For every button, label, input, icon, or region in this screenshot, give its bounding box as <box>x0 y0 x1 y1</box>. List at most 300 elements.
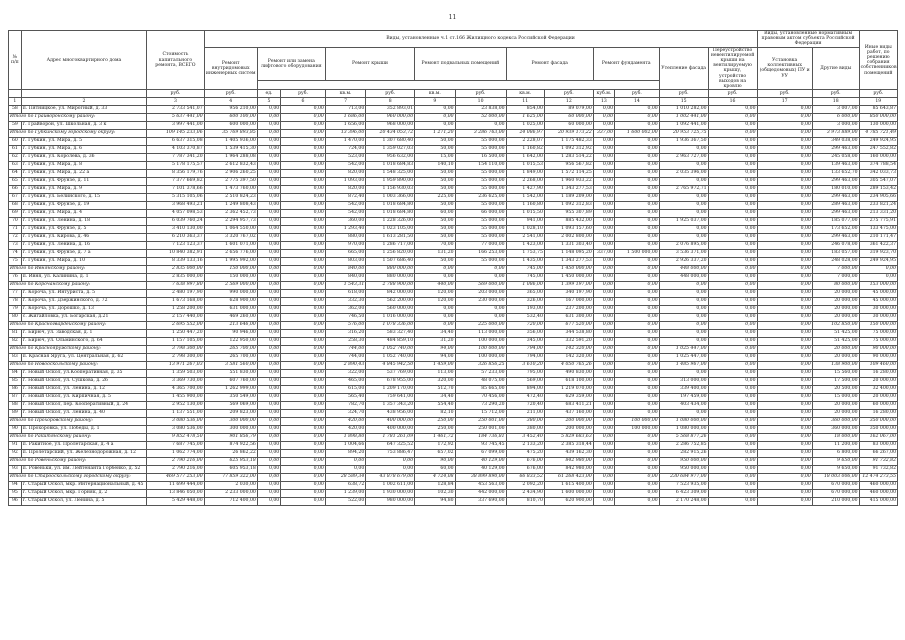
value-cell: 0,00 <box>593 386 614 394</box>
subtotal-row <box>9 322 898 330</box>
value-cell: 342 033,73 <box>859 170 897 178</box>
value-cell: 1 080 000,00 <box>659 426 708 434</box>
value-cell: 0,00 <box>593 258 614 266</box>
value-cell: 0,00 <box>708 394 757 402</box>
value-cell: 30 000,00 <box>859 314 897 322</box>
value-cell: 0,00 <box>593 114 614 122</box>
value-cell: 225 000,00 <box>455 322 506 330</box>
value-cell: 0,00 <box>757 146 812 154</box>
value-cell: 0,00 <box>615 330 660 338</box>
value-cell: 0,00 <box>455 266 506 274</box>
colnum-cell: 6 <box>281 98 326 106</box>
value-cell: 1 405 936,00 <box>204 138 257 146</box>
value-cell: 0,00 <box>593 442 614 450</box>
value-cell: 2 906 260,25 <box>204 170 257 178</box>
value-cell: 360,00 <box>325 218 365 226</box>
value-cell: 0,00 <box>659 234 708 242</box>
value-cell: 569 000,00 <box>455 282 506 290</box>
value-cell: 0,00 <box>757 290 812 298</box>
value-cell: 300 000,00 <box>204 426 257 434</box>
value-cell: 0,00 <box>708 490 757 498</box>
table-row <box>9 250 898 258</box>
value-cell: 350 549,00 <box>204 394 257 402</box>
unit-cell: руб. <box>204 90 257 98</box>
value-cell: 0,00 <box>257 178 280 186</box>
value-cell: 0,00 <box>593 450 614 458</box>
address-cell: п. Ракитное, ул. Пролетарская, д. 4 а <box>21 442 146 450</box>
value-cell: 0,00 <box>659 226 708 234</box>
address-cell: г. Губкин, ул. Кирова, д. 46 <box>21 234 146 242</box>
value-cell: 0,00 <box>257 266 280 274</box>
value-cell: 0,00 <box>708 434 757 442</box>
value-cell: 0,00 <box>281 218 326 226</box>
value-cell: 299 463,00 <box>812 146 859 154</box>
value-cell: 894,20 <box>325 450 365 458</box>
value-cell: 138 900,00 <box>812 362 859 370</box>
value-cell: 300 000,00 <box>204 418 257 426</box>
value-cell: 154 110,00 <box>455 162 506 170</box>
value-cell: 0,00 <box>593 138 614 146</box>
row-number: 59 <box>9 122 22 130</box>
value-cell: 265 700,00 <box>204 354 257 362</box>
value-cell: 955 307,89 <box>544 210 593 218</box>
value-cell: 2 733 541,07 <box>147 106 204 114</box>
value-cell: 1 018 684,80 <box>366 210 415 218</box>
row-number: 64 <box>9 170 22 178</box>
value-cell: 50,00 <box>415 258 455 266</box>
value-cell: 0,00 <box>708 314 757 322</box>
value-cell: 0,00 <box>415 314 455 322</box>
value-cell: 61 268 423,00 <box>544 474 593 482</box>
value-cell: 7 787 341,20 <box>147 154 204 162</box>
value-cell: 20 434 053,72 <box>366 130 415 138</box>
value-cell: 0,00 <box>757 154 812 162</box>
row-number: 58 <box>9 106 22 114</box>
value-cell: 676,00 <box>506 466 544 474</box>
value-cell: 0,00 <box>281 482 326 490</box>
value-cell: 1 052 740,00 <box>366 346 415 354</box>
value-cell: 438 956,00 <box>366 410 415 418</box>
value-cell: 120,00 <box>415 298 455 306</box>
value-cell: 0,00 <box>757 386 812 394</box>
value-cell: 618,00 <box>325 290 365 298</box>
value-cell: 0,00 <box>615 306 660 314</box>
value-cell: 0,00 <box>659 162 708 170</box>
value-cell: 1 459,00 <box>415 362 455 370</box>
value-cell: 1 435,00 <box>506 258 544 266</box>
value-cell: 299 463,00 <box>812 210 859 218</box>
value-cell: 0,00 <box>615 162 660 170</box>
value-cell: 0,00 <box>615 498 660 506</box>
value-cell: 0,00 <box>708 218 757 226</box>
value-cell: 0,00 <box>757 434 812 442</box>
value-cell: 0,00 <box>257 210 280 218</box>
value-cell: 0,00 <box>708 474 757 482</box>
value-cell: 0,00 <box>281 362 326 370</box>
unit-cell: руб. <box>659 90 708 98</box>
value-cell: 10 840 382,91 <box>147 250 204 258</box>
address-cell: г. Бирюч, ул. Заводская, д. 1 <box>21 330 146 338</box>
value-cell: 167 000,00 <box>544 298 593 306</box>
value-cell: 0,00 <box>615 178 660 186</box>
value-cell: 193,00 <box>506 306 544 314</box>
value-cell: 7 101 378,66 <box>147 186 204 194</box>
value-cell: 197 459,00 <box>659 394 708 402</box>
value-cell: 0,00 <box>281 394 326 402</box>
value-cell: 842 980,00 <box>544 458 593 466</box>
value-cell: 0,00 <box>708 154 757 162</box>
subtotal-row <box>9 114 898 122</box>
value-cell: 0,00 <box>757 394 812 402</box>
value-cell: 162 067,00 <box>859 434 897 442</box>
value-cell: 0,00 <box>659 194 708 202</box>
address-cell: г. Губкин, ул. Мира, д. 8 <box>21 162 146 170</box>
colnum-cell: 16 <box>708 98 757 106</box>
value-cell: 248 028,00 <box>812 258 859 266</box>
value-cell: 0,00 <box>257 242 280 250</box>
value-cell: 0,00 <box>757 338 812 346</box>
value-cell: 0,00 <box>257 122 280 130</box>
value-cell: 250,00 <box>415 426 455 434</box>
row-number: 93 <box>9 466 22 474</box>
value-cell: 0,00 <box>615 346 660 354</box>
value-cell: 0,00 <box>757 330 812 338</box>
value-cell: 0,00 <box>257 282 280 290</box>
value-cell: 66 267,00 <box>859 450 897 458</box>
value-cell: 1 062 774,00 <box>147 450 204 458</box>
value-cell: 1 160,82 <box>506 146 544 154</box>
row-number: 77 <box>9 290 22 298</box>
colnum-cell: 9 <box>415 98 455 106</box>
value-cell: 0,00 <box>859 266 897 274</box>
value-cell: 0,00 <box>615 186 660 194</box>
value-cell: 0,00 <box>659 338 708 346</box>
value-cell: 453 563,00 <box>455 482 506 490</box>
row-number: 90 <box>9 426 22 434</box>
value-cell: 0,00 <box>593 186 614 194</box>
value-cell: 362,00 <box>325 306 365 314</box>
value-cell: 5 429 448,00 <box>147 498 204 506</box>
value-cell: 854,00 <box>506 106 544 114</box>
value-cell: 6 423 309,00 <box>659 490 708 498</box>
value-cell: 0,00 <box>615 298 660 306</box>
value-cell: 0,00 <box>593 418 614 426</box>
header-basement: Ремонт подвальных помещений <box>415 47 506 81</box>
value-cell: 1 148 095,20 <box>544 250 593 258</box>
unit-cell: руб. <box>859 90 897 98</box>
value-cell: 213 646,00 <box>204 322 257 330</box>
value-cell: 2 963 727,00 <box>659 154 708 162</box>
value-cell: 448 000,00 <box>659 266 708 274</box>
value-cell: 0,00 <box>593 426 614 434</box>
value-cell: 3 080 536,00 <box>147 426 204 434</box>
value-cell: 50,00 <box>415 226 455 234</box>
value-cell: 0,00 <box>593 482 614 490</box>
value-cell: 0,00 <box>708 466 757 474</box>
value-cell: 670 000,00 <box>812 490 859 498</box>
value-cell: 1 539 415,30 <box>204 146 257 154</box>
value-cell: 0,00 <box>281 386 326 394</box>
value-cell: 0,00 <box>757 354 812 362</box>
address-cell: г. Короча, ул. Дзержинского, д. 72 <box>21 298 146 306</box>
value-cell: 0,00 <box>757 418 812 426</box>
value-cell: 250 001,00 <box>455 426 506 434</box>
value-cell: 1 092 312,92 <box>544 146 593 154</box>
value-cell: 80 000,00 <box>812 282 859 290</box>
value-cell: 0,00 <box>281 114 326 122</box>
value-cell: 460 000,00 <box>859 490 897 498</box>
header-systems: Ремонт внутридомовых инженерных систем <box>204 47 257 90</box>
value-cell: 0,00 <box>757 346 812 354</box>
unit-cell: руб. <box>708 90 757 98</box>
value-cell: 1 613 281,50 <box>366 234 415 242</box>
value-cell: 0,00 <box>757 114 812 122</box>
value-cell: 0,00 <box>757 202 812 210</box>
value-cell: 18 000,00 <box>812 434 859 442</box>
value-cell: 0,00 <box>757 226 812 234</box>
value-cell: 7 638 997,80 <box>147 282 204 290</box>
value-cell: 380,00 <box>506 418 544 426</box>
header-meters: Установка коллективных (общедомовых) ПУ и УУ <box>757 47 812 90</box>
table-row <box>9 202 898 210</box>
value-cell: 185 077,00 <box>812 218 859 226</box>
value-cell: 448 000,00 <box>659 274 708 282</box>
value-cell: 3 968 493,21 <box>147 202 204 210</box>
value-cell: 183 057,00 <box>812 250 859 258</box>
value-cell: 0,00 <box>708 114 757 122</box>
value-cell: 352 893,01 <box>366 106 415 114</box>
value-cell: 1 543,31 <box>325 282 365 290</box>
address-cell: г. Старый Оскол, мкр. Интернациональный, д. 45 <box>21 482 146 490</box>
value-cell: 2 952 130,00 <box>147 402 204 410</box>
table-row <box>9 122 898 130</box>
table-row <box>9 290 898 298</box>
value-cell: 1 018 684,83 <box>366 162 415 170</box>
value-cell: 0,00 <box>593 362 614 370</box>
value-cell: 7 523 935,00 <box>659 482 708 490</box>
value-cell: 894,00 <box>506 386 544 394</box>
value-cell: 0,00 <box>757 490 812 498</box>
value-cell: 0,00 <box>593 330 614 338</box>
value-cell: 6 800,00 <box>812 450 859 458</box>
value-cell: 213 331,20 <box>859 210 897 218</box>
value-cell: 20 939 173,22 <box>544 130 593 138</box>
value-cell: 0,00 <box>615 194 660 202</box>
value-cell: 289 463,00 <box>812 202 859 210</box>
value-cell: 0,00 <box>615 378 660 386</box>
value-cell: 472,40 <box>506 394 544 402</box>
value-cell: 34,40 <box>415 330 455 338</box>
subtotal-label: Итого по Прохоровскому району: <box>9 418 147 426</box>
value-cell: 0,00 <box>757 426 812 434</box>
value-cell: 0,00 <box>281 226 326 234</box>
header-roof: Ремонт крыши <box>325 47 414 81</box>
table-row <box>9 210 898 218</box>
value-cell: 142 320,00 <box>544 346 593 354</box>
value-cell: 439 162,30 <box>544 450 593 458</box>
value-cell: 0,00 <box>757 130 812 138</box>
value-cell: 337,00 <box>593 250 614 258</box>
value-cell: 1 175 482,33 <box>544 138 593 146</box>
value-cell: 113 000,00 <box>455 330 506 338</box>
value-cell: 0,00 <box>281 370 326 378</box>
address-cell: г. Новый Оскол, ул. Кирпичная, д. 5 <box>21 394 146 402</box>
value-cell: 38 899 890,00 <box>455 474 506 482</box>
value-cell: 0,00 <box>281 146 326 154</box>
value-cell: 60 000,00 <box>544 114 593 122</box>
value-cell: 0,00 <box>757 370 812 378</box>
value-cell: 1 399 197,00 <box>544 282 593 290</box>
value-cell: 247 552,82 <box>859 146 897 154</box>
value-cell: 0,00 <box>257 258 280 266</box>
value-cell: 1 271,20 <box>415 130 455 138</box>
value-cell: 0,00 <box>659 178 708 186</box>
value-cell: 0,00 <box>593 210 614 218</box>
value-cell: 0,00 <box>257 498 280 506</box>
value-cell: 234 905,66 <box>859 194 897 202</box>
value-cell: 20 000,00 <box>812 402 859 410</box>
value-cell: 2 294 957,73 <box>204 218 257 226</box>
table-row <box>9 354 898 362</box>
value-cell: 0,00 <box>615 274 660 282</box>
value-cell: 403 434,00 <box>659 402 708 410</box>
value-cell: 600 000,00 <box>204 122 257 130</box>
value-cell: 210 171,47 <box>859 234 897 242</box>
value-cell: 2 157 440,00 <box>147 314 204 322</box>
colnum-cell: 13 <box>593 98 614 106</box>
colnum-cell: 11 <box>506 98 544 106</box>
value-cell: 0,00 <box>257 418 280 426</box>
subtotal-label: Итого по Ракитянскому району: <box>9 434 147 442</box>
value-cell: 901 856,79 <box>204 434 257 442</box>
value-cell: 350 000,00 <box>859 426 897 434</box>
value-cell: 840,00 <box>325 274 365 282</box>
value-cell: 1 359 027,03 <box>366 146 415 154</box>
value-cell: 1 849,00 <box>506 170 544 178</box>
value-cell: 759 641,00 <box>366 394 415 402</box>
row-number: 73 <box>9 242 22 250</box>
value-cell: 0,00 <box>281 410 326 418</box>
value-cell: 803,00 <box>325 258 365 266</box>
value-cell: 1 473 760,00 <box>204 186 257 194</box>
colnum-cell: 18 <box>812 98 859 106</box>
value-cell: 600 100,00 <box>204 114 257 122</box>
value-cell: 0,00 <box>708 138 757 146</box>
value-cell: 0,00 <box>708 146 757 154</box>
row-number: 92 <box>9 450 22 458</box>
value-cell: 0,00 <box>593 378 614 386</box>
value-cell: 0,00 <box>615 490 660 498</box>
value-cell: 0,00 <box>615 362 660 370</box>
value-cell: 20 000,00 <box>812 306 859 314</box>
value-cell: 305 547,07 <box>859 178 897 186</box>
value-cell: 0,00 <box>281 242 326 250</box>
row-number: 78 <box>9 298 22 306</box>
value-cell: 3 000,00 <box>812 122 859 130</box>
value-cell: 0,00 <box>455 122 506 130</box>
subtotal-row <box>9 346 898 354</box>
value-cell: 250 001,00 <box>455 418 506 426</box>
value-cell: 0,00 <box>708 498 757 506</box>
value-cell: 1 258 200,00 <box>147 306 204 314</box>
value-cell: 0,00 <box>455 314 506 322</box>
value-cell: 872,40 <box>325 194 365 202</box>
value-cell: 460 000,00 <box>859 482 897 490</box>
value-cell: 90,00 <box>415 458 455 466</box>
value-cell: 475,20 <box>506 450 544 458</box>
address-cell: г. Старый Оскол, мкр. Горняк, д. 2 <box>21 490 146 498</box>
row-number: 70 <box>9 218 22 226</box>
value-cell: 0,00 <box>757 274 812 282</box>
value-cell: 332 591,20 <box>544 338 593 346</box>
value-cell: 0,00 <box>615 442 660 450</box>
value-cell: 0,00 <box>593 394 614 402</box>
value-cell: 0,00 <box>281 458 326 466</box>
value-cell: 880 000,00 <box>366 274 415 282</box>
value-cell: 2 434,90 <box>506 490 544 498</box>
value-cell: 3 997 441,00 <box>147 122 204 130</box>
header-insulation: Утепление фасада <box>659 47 708 90</box>
value-cell: 400 000,00 <box>366 418 415 426</box>
value-cell: 0,00 <box>366 458 415 466</box>
value-cell: 2 228,07 <box>506 138 544 146</box>
value-cell: 211,00 <box>506 410 544 418</box>
value-cell: 820,00 <box>325 170 365 178</box>
value-cell: 0,00 <box>593 170 614 178</box>
value-cell: 0,00 <box>757 402 812 410</box>
value-cell: 0,00 <box>281 434 326 442</box>
value-cell: 85 665,00 <box>455 386 506 394</box>
value-cell: 420,00 <box>325 418 365 426</box>
value-cell: 15 560,00 <box>812 370 859 378</box>
page-number: 11 <box>448 14 457 21</box>
value-cell: 950 000,00 <box>659 466 708 474</box>
value-cell: 794,00 <box>506 346 544 354</box>
header-group-federal: Виды, установленные ч.1 ст.166 Жилищного кодекса Российской Федерации <box>204 31 757 48</box>
value-cell: 0,00 <box>757 138 812 146</box>
value-cell: 0,00 <box>659 306 708 314</box>
value-cell: 676,00 <box>506 458 544 466</box>
value-cell: 0,00 <box>366 466 415 474</box>
value-cell: 26 862,22 <box>204 450 257 458</box>
value-cell: 1 548 325,00 <box>366 170 415 178</box>
colnum-cell: 5 <box>257 98 280 106</box>
subtotal-label: Итого по Красногвардейскому району: <box>9 322 147 330</box>
value-cell: 0,00 <box>281 498 326 506</box>
row-number: 71 <box>9 226 22 234</box>
table-row <box>9 386 898 394</box>
value-cell: 20 953 725,75 <box>659 130 708 138</box>
value-cell: 8 356 179,76 <box>147 170 204 178</box>
value-cell: 113,00 <box>415 370 455 378</box>
value-cell: 0,00 <box>415 306 455 314</box>
value-cell: 0,00 <box>708 194 757 202</box>
value-cell: 50,00 <box>415 170 455 178</box>
value-cell: 139 463,00 <box>812 162 859 170</box>
value-cell: 324,70 <box>325 410 365 418</box>
value-cell: 542,00 <box>325 202 365 210</box>
value-cell: 1 025 447,00 <box>659 346 708 354</box>
value-cell: 15,00 <box>415 154 455 162</box>
value-cell: 128,84 <box>415 482 455 490</box>
row-number: 91 <box>9 442 22 450</box>
address-cell: п. Ровеньки, ул. им. Лейтенанта Горбенко, д. 52 <box>21 466 146 474</box>
value-cell: 469 260,00 <box>204 314 257 322</box>
value-cell: 1 002 441,00 <box>659 114 708 122</box>
value-cell: 1 357 343,20 <box>366 402 415 410</box>
value-cell: 0,00 <box>757 442 812 450</box>
value-cell: 75 000,00 <box>859 338 897 346</box>
